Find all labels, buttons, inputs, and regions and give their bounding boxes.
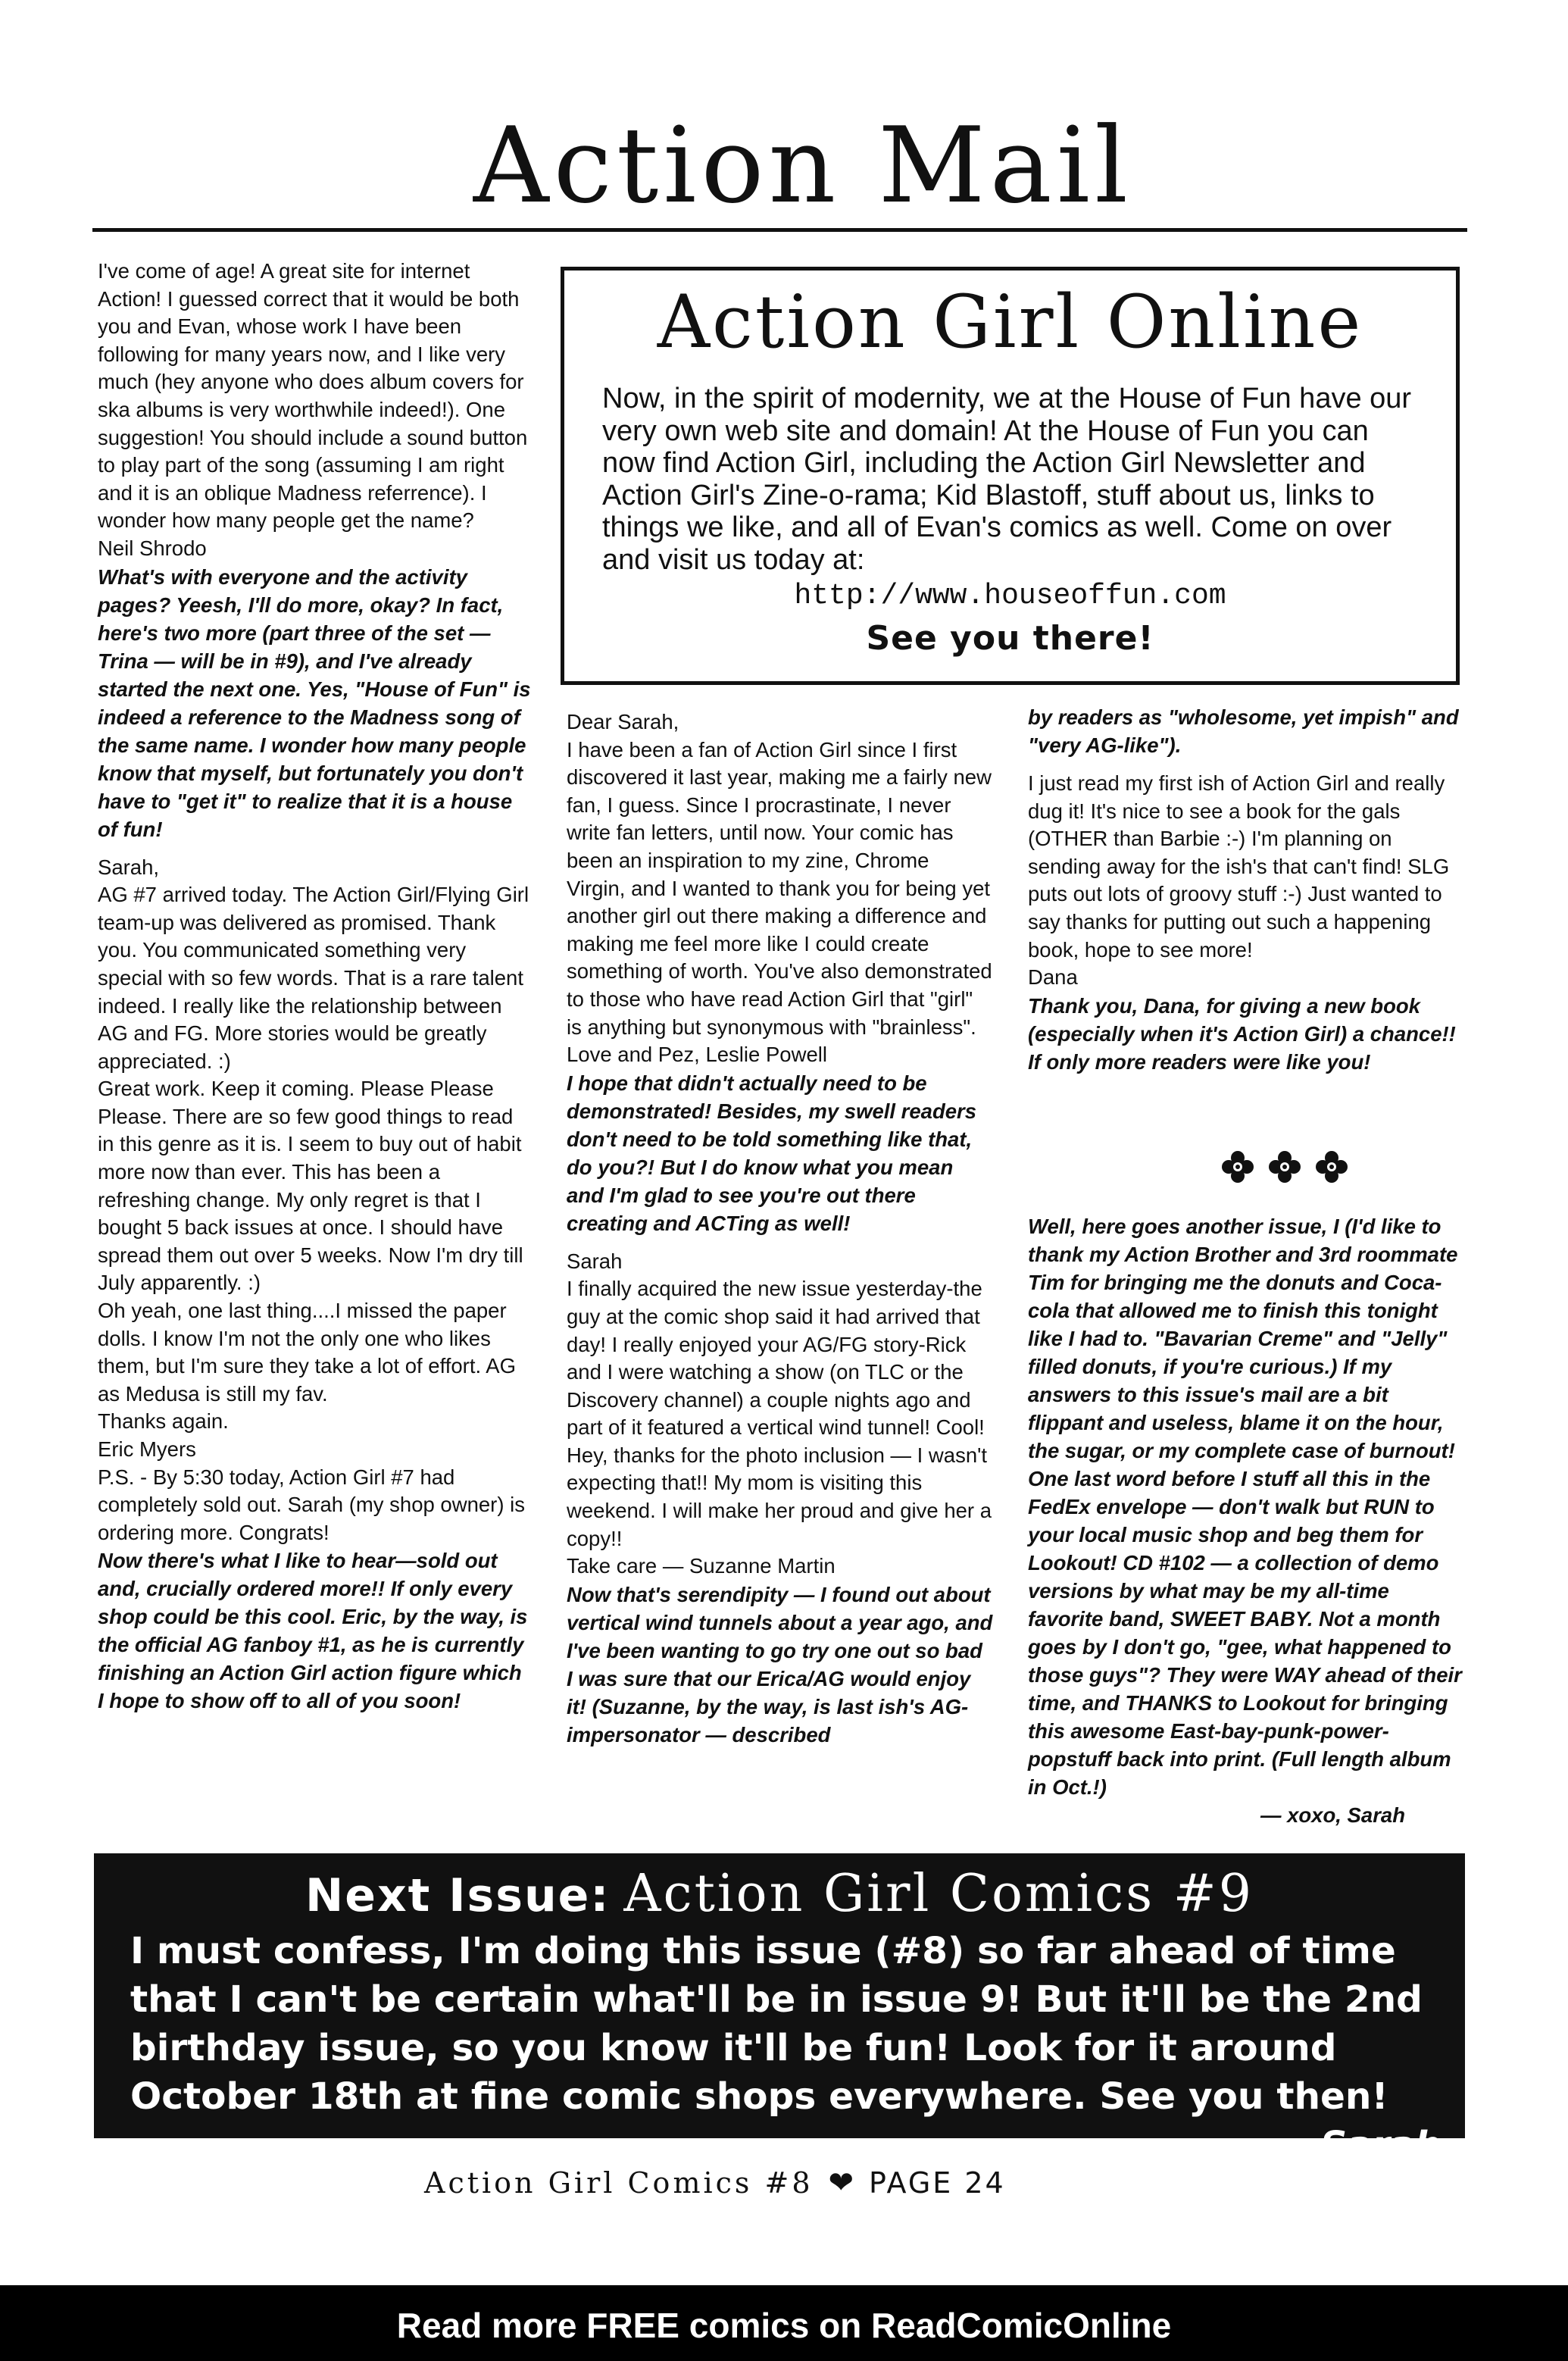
letter-body: I finally acquired the new issue yesterday-the guy at the comic shop said it had arrived that day! I really enjoyed your AG/FG story-Rick and I were watching a show (on TLC or the Discovery channel) a couple nights ago and part of it featured a vertical wind tunnel! Cool! Hey, thanks for the photo inclusion — I wasn't expecting that!! My mom is visiting this weekend. I will make her proud and give her a copy!!: [567, 1277, 992, 1550]
promo-banner-link[interactable]: Read more FREE comics on ReadComicOnline: [396, 2306, 1172, 2345]
flower-icon: [1315, 1150, 1348, 1184]
next-issue-body: I must confess, I'm doing this issue (#8) so far ahead of time that I can't be certain what'll be in issue 9! But it'll be the 2nd birthday issue, so you know it'll be fun! Look for it around October 18th at fine comic shops everywhere. See you then!: [130, 1930, 1423, 2118]
letter-body: Great work. Keep it coming. Please Please Please. There are so few good things to read in this genre as it is. I seem to buy out of habit more now than ever. This has been a refreshing change. My only regret is that I bought 5 back issues at once. I should have spread them out over 5 weeks. Now I'm dry till July apparently. :): [98, 1077, 523, 1295]
next-issue-signature: — Sarah: [1270, 2124, 1441, 2166]
letter-postscript: P.S. - By 5:30 today, Action Girl #7 had completely sold out. Sarah (my shop owner) is ordering more. Congrats!: [98, 1465, 525, 1544]
flower-icon: [1268, 1150, 1301, 1184]
editor-reply-continued: by readers as "wholesome, yet impish" and "very AG-like").: [1028, 705, 1459, 757]
letter-salutation: Sarah,: [98, 855, 160, 879]
letters-column-right: [1028, 703, 1466, 1076]
editor-reply: Thank you, Dana, for giving a new book (especially when it's Action Girl) a chance!! If only more readers were like you!: [1028, 993, 1456, 1074]
footer-series-title: Action Girl Comics #8: [424, 2166, 814, 2200]
next-issue-label: Next Issue:: [305, 1869, 611, 1922]
action-girl-online-box: [561, 267, 1460, 685]
letters-column-middle: [567, 708, 993, 1749]
next-issue-text: [130, 1927, 1448, 2169]
website-url: http://www.houseoffun.com: [794, 580, 1226, 612]
letter-signature: Eric Myers: [98, 1437, 196, 1461]
letter-salutation: Sarah: [567, 1249, 623, 1273]
letter-body: Thanks again.: [98, 1409, 229, 1434]
heart-icon: ❤: [828, 2166, 854, 2200]
editor-closing-note: Well, here goes another issue, I (I'd like to thank my Action Brother and 3rd roommate Tim for bringing me the donuts and Coca-cola that allowed me to finish this tonight like I had to. "Bavarian Creme" and "Jelly" filled donuts, if you're curious.) If my answers to this issue's mail are a bit flippant and useless, blame it on the hour, the sugar, or my complete case of burnout! One last word before I stuff all this in the FedEx envelope — don't walk but RUN to your local music shop and beg them for Lookout! CD #102 — a collection of demo versions by what may be my all-time favorite band, SWEET BABY. Not a month goes by I don't go, "gee, what happened to those guys"? They were WAY ahead of their time, and THANKS to Lookout for bringing this awesome East-bay-punk-power-popstuff back into print. (Full length album in Oct.!): [1028, 1215, 1462, 1799]
letter-body: Oh yeah, one last thing....I missed the paper dolls. I know I'm not the only one who likes them, but I'm sure they take a lot of effort. AG as Medusa is still my fav.: [98, 1299, 516, 1406]
letter-signature: Take care — Suzanne Martin: [567, 1554, 836, 1578]
title-rule: [92, 228, 1467, 232]
next-issue-box: [94, 1853, 1465, 2166]
online-box-title: Action Girl Online: [657, 280, 1363, 364]
letter-body: I've come of age! A great site for internet Action! I guessed correct that it would be both you and Evan, whose work I have been following for many years now, and I like very much (hey anyone who does album covers for ska albums is very worthwhile indeed!). One suggestion! You should include a sound button to play part of the song (assuming I am right and it is an oblique Madness referrence). I wonder how many people get the name?: [98, 259, 528, 533]
letter-body: AG #7 arrived today. The Action Girl/Flying Girl team-up was delivered as promised. Thank you. You communicated something very special with so few words. That is a rare talent indeed. I really like the relationship between AG and FG. More stories would be greatly appreciated. :): [98, 883, 529, 1073]
flower-divider: [1221, 1148, 1350, 1186]
letters-column-left: [98, 258, 531, 1715]
editor-reply: Now there's what I like to hear—sold out and, crucially ordered more!! If only every shop could be this cool. Eric, by the way, is the official AG fanboy #1, as he is currently finishing an Action Girl action figure which I hope to show off to all of you soon!: [98, 1549, 528, 1713]
online-box-signoff: See you there!: [866, 619, 1154, 658]
letter-signature: Neil Shrodo: [98, 536, 207, 560]
next-issue-heading: [94, 1864, 1465, 1924]
page-footer: [424, 2166, 1151, 2200]
editor-signature: — xoxo, Sarah: [1260, 1803, 1405, 1827]
page-title: Action Mail: [473, 105, 1133, 227]
closing-note: [1028, 1212, 1466, 1829]
letter-signature: Dana: [1028, 965, 1078, 990]
letter-body: I have been a fan of Action Girl since I first discovered it last year, making me a fairly new fan, I guess. Since I procrastinate, I never write fan letters, until now. Your comic has been an inspiration to my zine, Chrome Virgin, and I wanted to thank you for being yet another girl out there making a difference and making me feel more like I could create something of worth. You've also demonstrated to those who have read Action Girl that "girl" is anything but synonymous with "brainless".: [567, 737, 992, 1039]
letter-body: I just read my first ish of Action Girl and really dug it! It's nice to see a book for the gals (OTHER than Barbie :-) I'm planning on sending away for the ish's that can't find! SLG puts out lots of groovy stuff :-) Just wanted to say thanks for putting out such a happening book, hope to see more!: [1028, 771, 1450, 962]
letter-salutation: Dear Sarah,: [567, 710, 679, 733]
editor-reply: Now that's serendipity — I found out about vertical wind tunnels about a year ago, and I've been wanting to go try one out so bad I was sure that our Erica/AG would enjoy it! (Suzanne, by the way, is last ish's AG-impersonator — described: [567, 1582, 993, 1747]
page-number: PAGE 24: [869, 2166, 1006, 2200]
editor-reply: What's with everyone and the activity pages? Yeesh, I'll do more, okay? In fact, here's two more (part three of the set — Trina — will be in #9), and I've already started the next one. Yes, "House of Fun" is indeed a reference to the Madness song of the same name. I wonder how many people know that myself, but fortunately you don't have to "get it" to realize that it is a house of fun!: [98, 564, 531, 841]
letter-signature: Love and Pez, Leslie Powell: [567, 1043, 827, 1067]
online-box-body: Now, in the spirit of modernity, we at the House of Fun have our very own web site and domain! At the House of Fun you can now find Action Girl, including the Action Girl Newsletter and Action Girl's Zine-o-rama; Kid Blastoff, stuff about us, links to things we like, and all of Evan's comics as well. Come on over and visit us today at:: [602, 383, 1412, 576]
next-issue-title: Action Girl Comics #9: [623, 1864, 1254, 1924]
editor-reply: I hope that didn't actually need to be demonstrated! Besides, my swell readers don't need to be told something like that, do you?! But I do know what you mean and I'm glad to see you're out there creating and ACTing as well!: [567, 1071, 977, 1235]
flower-icon: [1221, 1150, 1254, 1184]
promo-banner: [0, 2285, 1568, 2361]
